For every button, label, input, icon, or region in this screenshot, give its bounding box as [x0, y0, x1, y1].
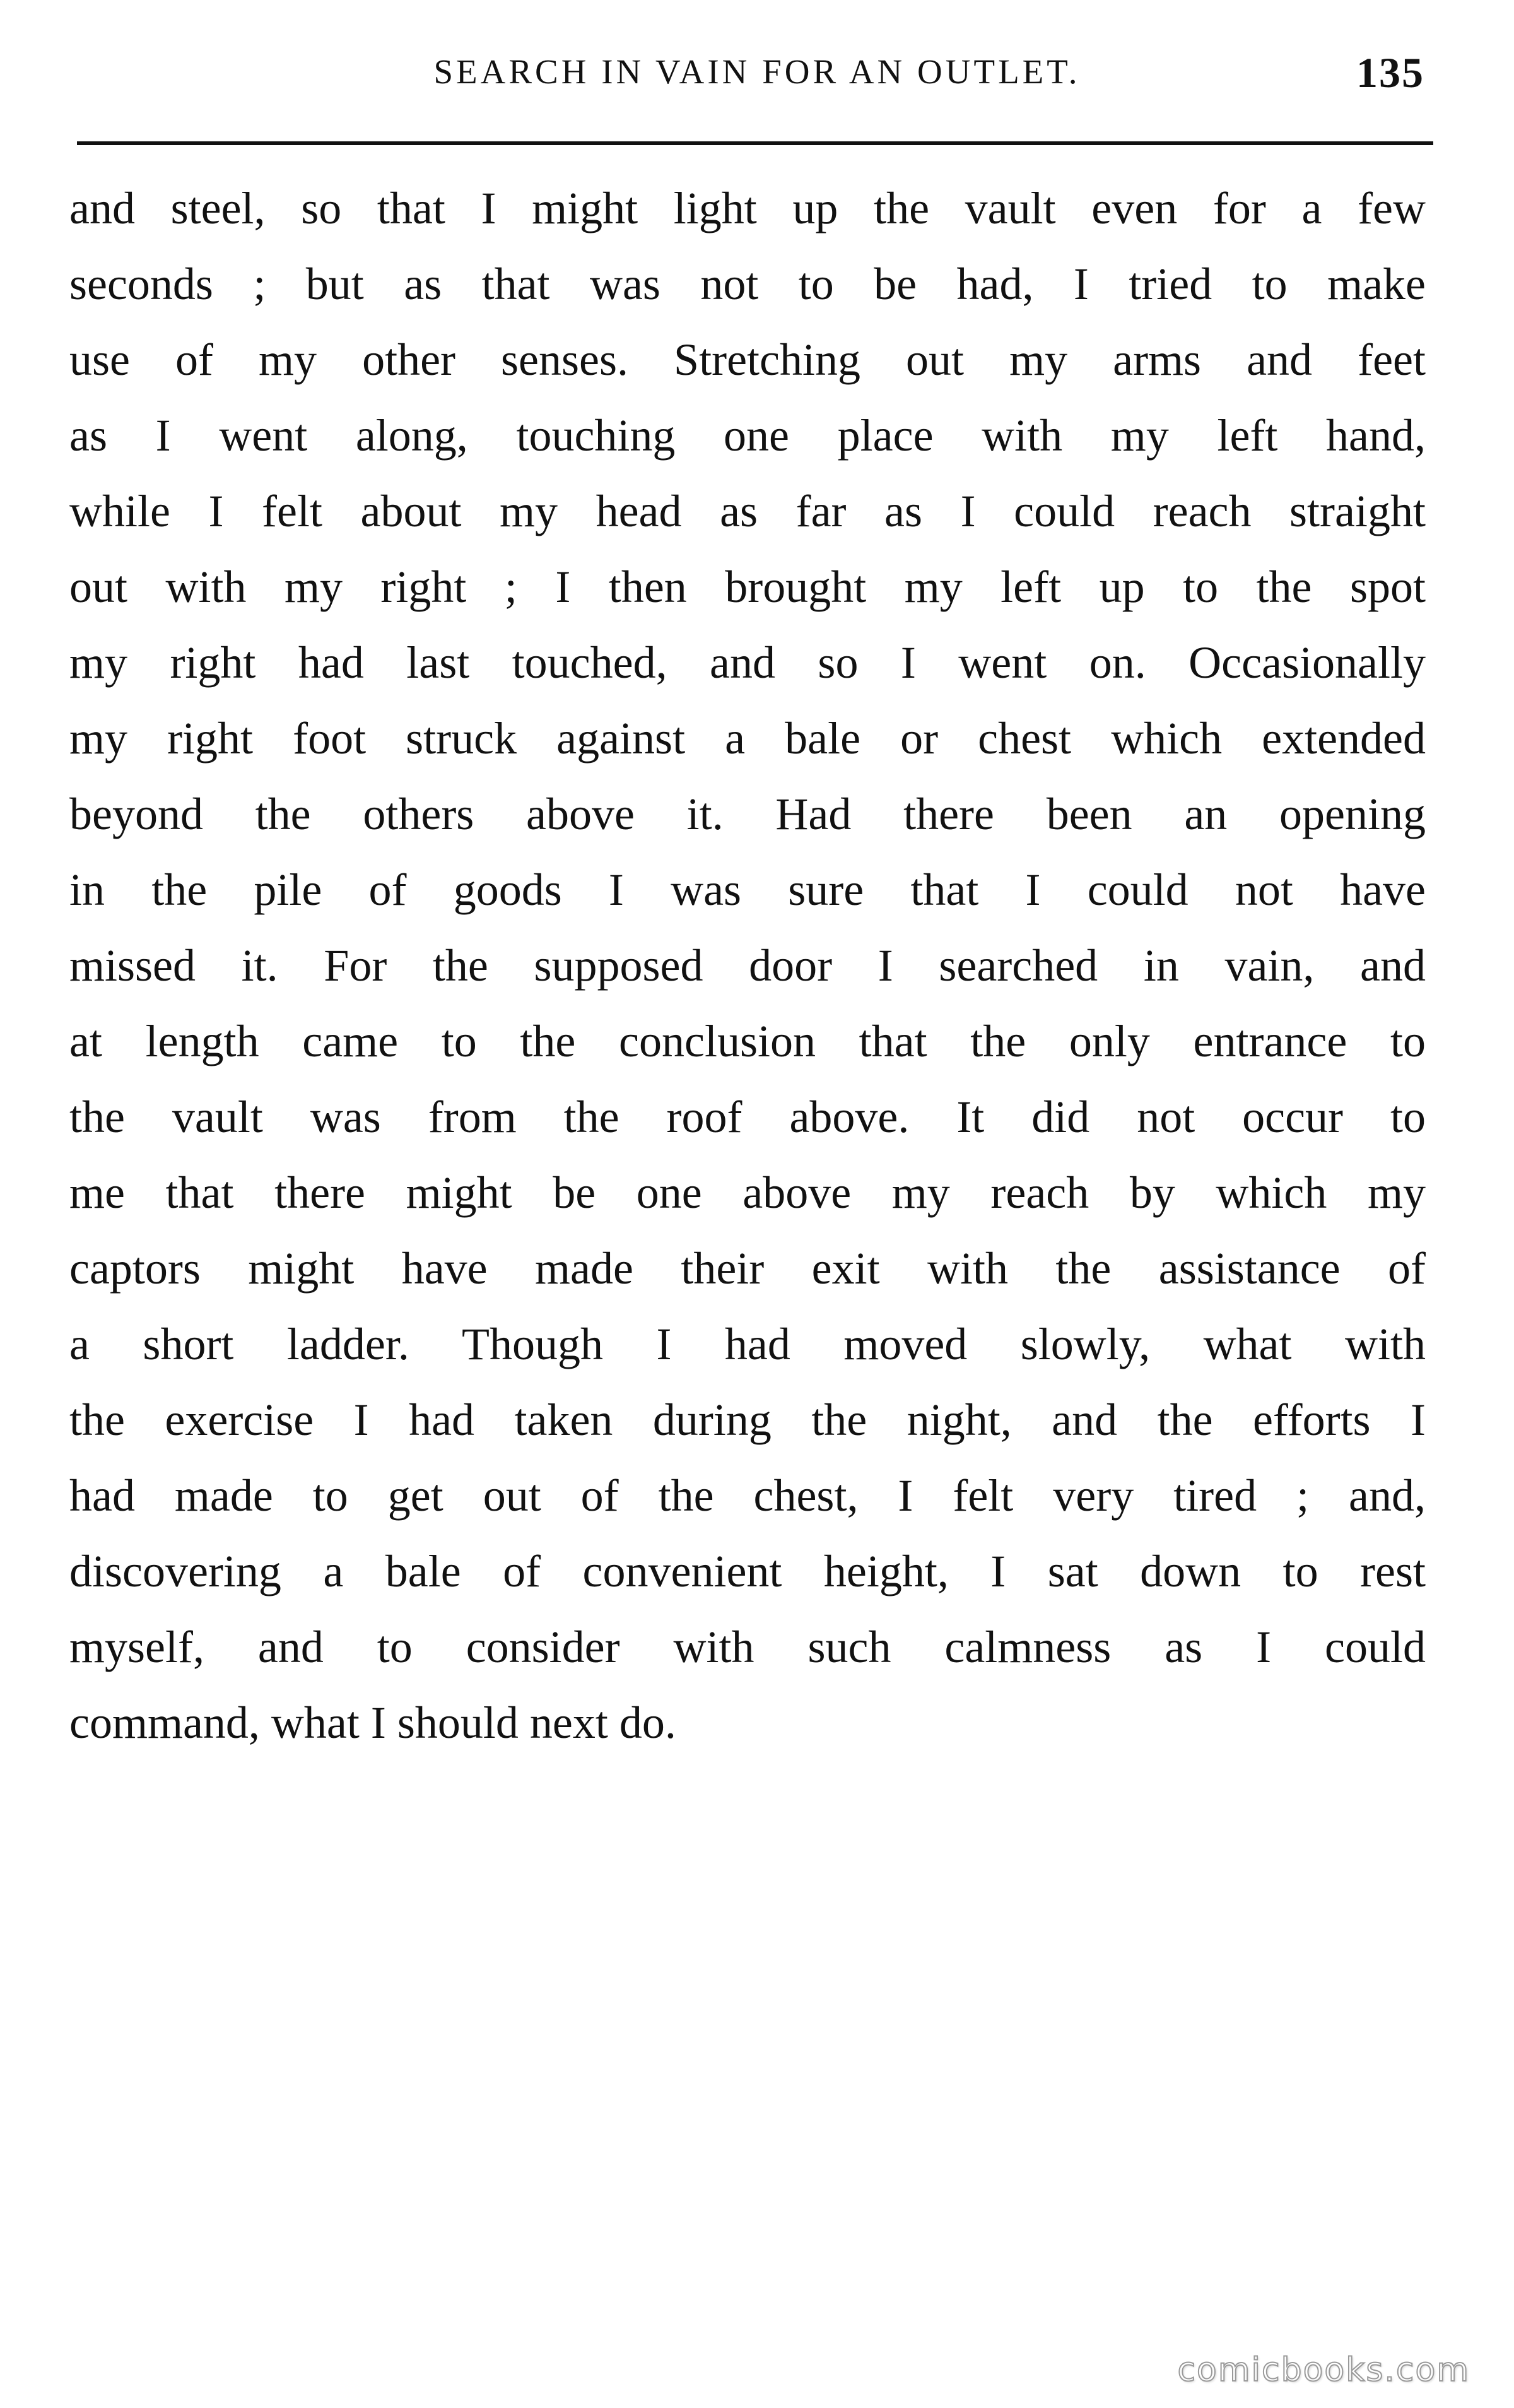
text-line-20: myself, and to consider with such calmness as I could	[69, 1622, 1426, 1672]
body-text	[69, 170, 1426, 1761]
text-line-13: the vault was from the roof above. It did not occur to	[69, 1092, 1426, 1142]
text-line-17: the exercise I had taken during the night, and the efforts I	[69, 1395, 1426, 1445]
text-line-11: missed it. For the supposed door I searched in vain, and	[69, 940, 1426, 991]
text-line-4: as I went along, touching one place with my left hand,	[69, 410, 1426, 461]
text-line-5: while I felt about my head as far as I could reach straight	[69, 486, 1426, 536]
text-line-3: use of my other senses. Stretching out my arms and feet	[69, 334, 1426, 385]
text-line-10: in the pile of goods I was sure that I could not have	[69, 865, 1426, 915]
text-line-6: out with my right ; I then brought my left up to the spot	[69, 562, 1426, 612]
text-line-1: and steel, so that I might light up the vault even for a few	[69, 183, 1426, 233]
text-line-7: my right had last touched, and so I went on. Occasionally	[69, 637, 1426, 688]
page-number: 135	[1356, 49, 1424, 97]
text-line-12: at length came to the conclusion that the only entrance to	[69, 1016, 1426, 1066]
text-line-14: me that there might be one above my reach by which my	[69, 1167, 1426, 1218]
running-head	[69, 45, 1432, 109]
text-line-21: command, what I should next do.	[69, 1697, 676, 1748]
text-line-19: discovering a bale of convenient height, I sat down to rest	[69, 1546, 1426, 1596]
text-line-16: a short ladder. Though I had moved slowly, what with	[69, 1319, 1426, 1369]
text-line-2: seconds ; but as that was not to be had, I tried to make	[69, 259, 1426, 309]
header-rule	[77, 141, 1433, 145]
text-line-9: beyond the others above it. Had there been an opening	[69, 789, 1426, 839]
text-line-15: captors might have made their exit with the assistance of	[69, 1243, 1426, 1294]
text-line-18: had made to get out of the chest, I felt very tired ; and,	[69, 1470, 1426, 1521]
running-title: SEARCH IN VAIN FOR AN OUTLET.	[433, 52, 1081, 91]
text-line-8: my right foot struck against a bale or chest which extended	[69, 713, 1426, 764]
site-watermark: comicbooks.com	[1177, 2351, 1470, 2389]
